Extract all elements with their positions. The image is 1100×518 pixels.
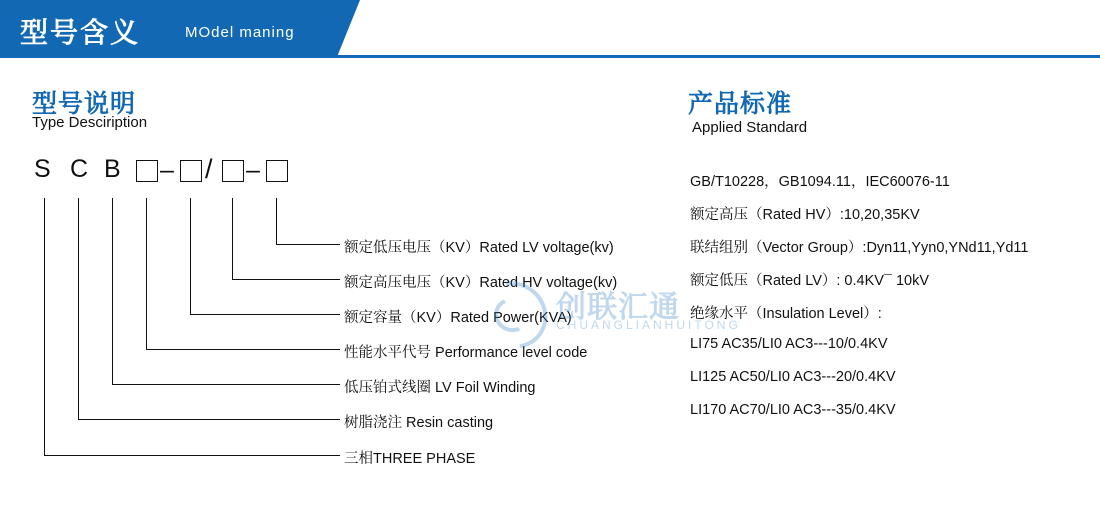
standard-item-2: 额定高压（Rated HV）:10,20,35KV [690,207,920,223]
leader-label-three-phase: 三相THREE PHASE [344,451,476,467]
leader-line-rated-power-horizontal [190,314,340,315]
leader-line-foil-winding-vertical [112,198,113,385]
type-section-title-en: Type Desciription [32,114,148,131]
leader-line-lv-voltage-vertical [276,198,277,245]
standard-item-4: 额定低压（Rated LV）: 0.4KV¯ 10kV [690,273,930,289]
standard-item-3: 联结组别（Vector Group）:Dyn11,Yyn0,YNd11,Yd11 [690,240,1029,256]
standard-item-6: LI75 AC35/LI0 AC3---10/0.4KV [690,336,888,352]
code-box-power [180,160,202,182]
leader-label-rated-power: 额定容量（KV）Rated Power(KVA) [344,310,572,326]
standard-item-1: GB/T10228，GB1094.11，IEC60076-11 [690,174,950,190]
code-letter-c: C [70,155,89,183]
leader-line-resin-casting-vertical [78,198,79,420]
leader-line-three-phase-vertical [44,198,45,456]
code-dash-1: – [160,156,174,184]
leader-line-hv-voltage-vertical [232,198,233,280]
leader-line-hv-voltage-horizontal [232,279,340,280]
leader-label-lv-voltage: 额定低压电压（KV）Rated LV voltage(kv) [344,240,614,256]
leader-label-resin-casting: 树脂浇注 Resin casting [344,415,494,431]
header-title-en: MOdel maning [185,24,295,41]
model-code-row [0,155,680,195]
leader-label-foil-winding: 低压铂式线圈 LV Foil Winding [344,380,536,396]
leader-label-hv-voltage: 额定高压电压（KV）Rated HV voltage(kv) [344,275,618,291]
watermark-subtext: CHUANGLIANHUITONG [556,318,741,332]
standard-item-7: LI125 AC50/LI0 AC3---20/0.4KV [690,369,896,385]
header-underline [0,55,1100,58]
leader-line-three-phase-horizontal [44,455,340,456]
type-section-title-cn: 型号说明 [32,90,137,118]
leader-line-lv-voltage-horizontal [276,244,340,245]
code-box-performance [136,160,158,182]
leader-label-performance: 性能水平代号 Performance level code [344,345,588,361]
code-letter-s: S [34,155,51,183]
header-title-cn: 型号含义 [20,17,141,48]
standard-section-title-en: Applied Standard [692,119,808,136]
leader-line-performance-horizontal [146,349,340,350]
leader-line-rated-power-vertical [190,198,191,315]
code-slash: / [205,154,213,184]
leader-line-foil-winding-horizontal [112,384,340,385]
standard-item-8: LI170 AC70/LI0 AC3---35/0.4KV [690,402,896,418]
code-dash-2: – [246,156,260,184]
code-box-hv [222,160,244,182]
page-header [0,0,1100,58]
standard-item-5: 绝缘水平（Insulation Level）: [690,306,882,322]
leader-line-resin-casting-horizontal [78,419,340,420]
watermark-text: 创联汇通 [556,291,680,324]
code-box-lv [266,160,288,182]
standard-section-title-cn: 产品标准 [688,90,793,118]
leader-line-performance-vertical [146,198,147,350]
code-letter-b: B [104,155,121,183]
